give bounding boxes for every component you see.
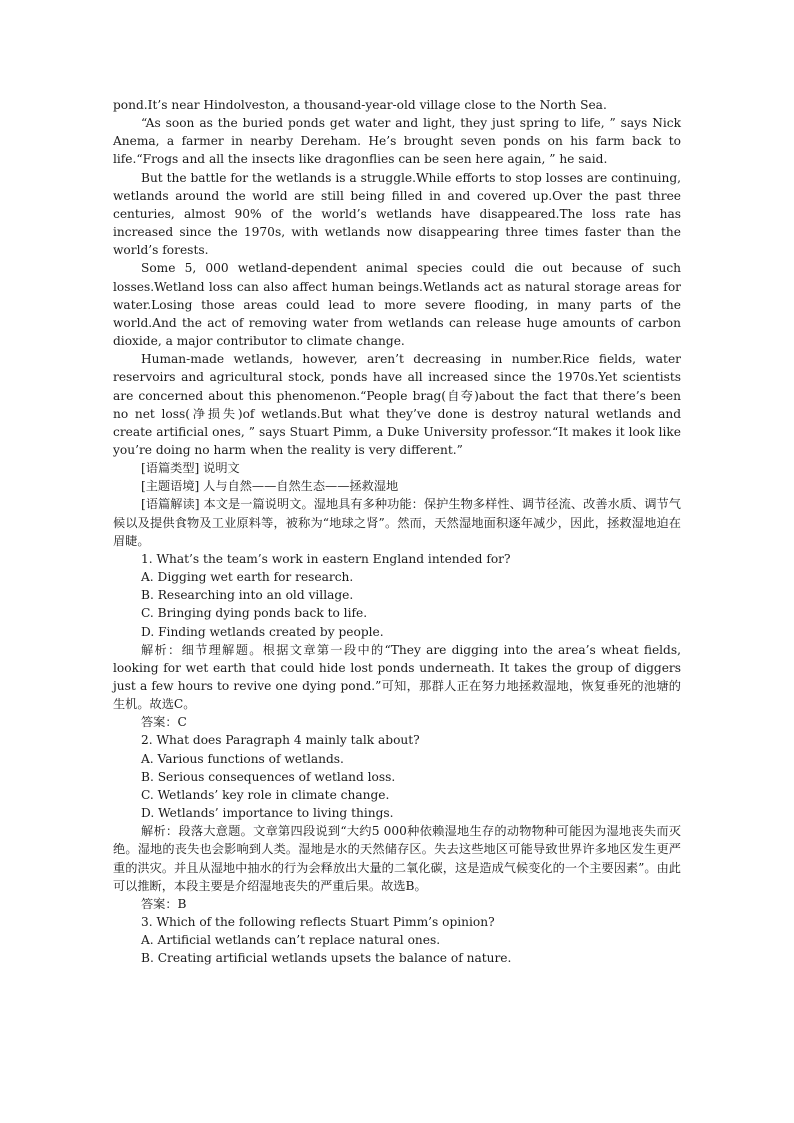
question-option: C. Wetlands’ key role in climate change. [141, 787, 390, 802]
question-answer: 答案：C [141, 715, 187, 730]
question-analysis: 解析：细节理解题。根据文章第一段中的“They are digging into the area’s wheat fields, looking for wet earth that could hide lost ponds underneath. It takes the group of diggers just a few hours to revive one dying pond.”可知，那群人正在努力地拯救湿地，恢复垂死的池塘的生机。故选C。 [113, 642, 681, 712]
passage-paragraph: But the battle for the wetlands is a struggle.While efforts to stop losses are continuing, wetlands around the world are still being filled in and covered up.Over the past three centuries, almost 90% of the world’s wetlands have disappeared.The loss rate has increased since the 1970s, with wetlands now disappearing three times faster than the world’s forests. [113, 170, 681, 258]
passage-paragraph: “As soon as the buried ponds get water and light, they just spring to life, ” says Nick Anema, a farmer in nearby Dereham. He’s brought seven ponds on his farm back to life.“Frogs and all the insects like dragonflies can be seen here again, ” he said. [113, 116, 681, 167]
theme-context-line: [主题语境] 人与自然——自然生态——拯救湿地 [141, 479, 399, 494]
text-type-line: [语篇类型] 说明文 [141, 461, 240, 476]
question-option: B. Creating artificial wetlands upsets the balance of nature. [141, 951, 512, 966]
document-page [113, 96, 681, 968]
question-option: B. Serious consequences of wetland loss. [141, 769, 396, 784]
text-interpretation: [语篇解读] 本文是一篇说明文。湿地具有多种功能：保护生物多样性、调节径流、改善水质、调节气候以及提供食物及工业原料等，被称为“地球之肾”。然而，天然湿地面积逐年减少，因此，拯救湿地迫在眉睫。 [113, 497, 681, 548]
question-option: C. Bringing dying ponds back to life. [141, 606, 368, 621]
question-stem: 2. What does Paragraph 4 mainly talk about? [141, 733, 420, 748]
question-option: D. Finding wetlands created by people. [141, 624, 384, 639]
question-stem: 1. What’s the team’s work in eastern England intended for? [141, 551, 511, 566]
question-option: A. Various functions of wetlands. [141, 751, 344, 766]
question-option: A. Artificial wetlands can’t replace natural ones. [141, 933, 441, 948]
question-option: B. Researching into an old village. [141, 588, 354, 603]
question-option: A. Digging wet earth for research. [141, 570, 354, 585]
question-answer: 答案：B [141, 896, 187, 911]
question-option: D. Wetlands’ importance to living things. [141, 806, 394, 821]
passage-paragraph: pond.It’s near Hindolveston, a thousand-year-old village close to the North Sea. [113, 98, 607, 112]
question-analysis: 解析：段落大意题。文章第四段说到“大约5 000种依赖湿地生存的动物物种可能因为湿地丧失而灭绝。湿地的丧失也会影响到人类。湿地是水的天然储存区。失去这些地区可能导致世界许多地区发生更严重的洪灾。并且从湿地中抽水的行为会释放出大量的二氧化碳，这是造成气候变化的一个主要因素”。由此可以推断，本段主要是介绍湿地丧失的严重后果。故选B。 [113, 824, 681, 893]
question-stem: 3. Which of the following reflects Stuart Pimm’s opinion? [141, 915, 495, 930]
passage-paragraph: Some 5, 000 wetland-dependent animal species could die out because of such losses.Wetland loss can also affect human beings.Wetlands act as natural storage areas for water.Losing those areas could lead to more severe flooding, in many parts of the world.And the act of removing water from wetlands can release huge amounts of carbon dioxide, a major contributor to climate change. [113, 261, 681, 349]
passage-paragraph: Human-made wetlands, however, aren’t decreasing in number.Rice fields, water reservoirs and agricultural stock, ponds have all increased since the 1970s.Yet scientists are concerned about this phenomenon.“People brag(自夸)about the fact that there’s been no net loss(净损失)of wetlands.But what they’ve done is destroy natural wetlands and create artificial ones, ” says Stuart Pimm, a Duke University professor.“It makes it look like you’re doing no harm when the reality is very different.” [113, 352, 681, 457]
